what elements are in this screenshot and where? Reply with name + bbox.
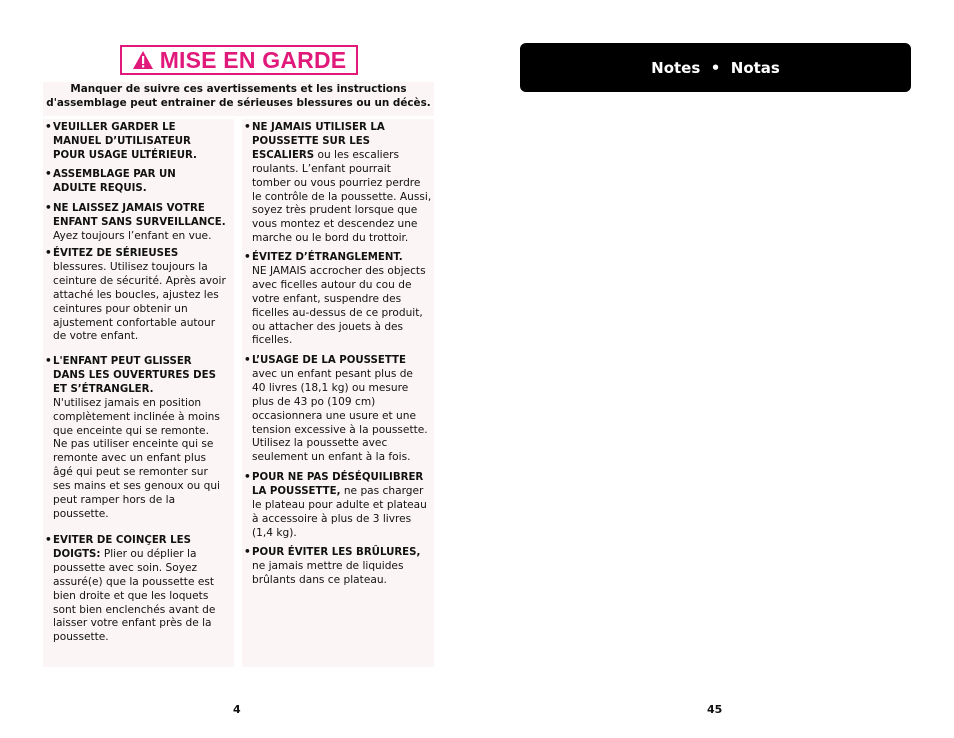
warning-item-bold: VEUILLER GARDER LE MANUEL D’UTILISATEUR POUR USAGE ULTÉRIEUR. — [53, 122, 197, 161]
warning-item-bold: L’USAGE DE LA POUSSETTE — [252, 355, 406, 366]
warning-item-text: ne pas charger le plateau pour adulte et plateau à accessoire à plus de 3 livres (1,4 kg). — [252, 484, 427, 539]
notes-header — [520, 43, 911, 92]
page-number-right: 45 — [707, 703, 723, 716]
warning-triangle-icon — [132, 50, 154, 70]
warning-item — [242, 251, 434, 348]
warning-item-bold: L'ENFANT PEUT GLISSER DANS LES OUVERTURES DES ET S’ÉTRANGLER. — [53, 356, 216, 395]
bullet: • — [45, 247, 52, 259]
bullet: • — [244, 546, 251, 558]
warning-banner — [120, 45, 358, 75]
bullet: • — [45, 202, 52, 214]
bullet: • — [45, 534, 52, 546]
warning-item — [43, 355, 234, 522]
warning-item — [43, 121, 234, 163]
warning-intro-line-2: d'assemblage peut entrainer de sérieuses blessures ou un décès. — [46, 97, 431, 109]
warning-item-text: NE JAMAIS accrocher des objects avec ficelles autour du cou de votre enfant, suspendre des ficelles au-dessus de ce produit, ou attacher des jouets à des ficelles. — [252, 264, 426, 347]
warning-item-bold: ÉVITEZ DE SÉRIEUSES — [53, 248, 179, 259]
warning-item-bold: POUR ÉVITER LES BRÛLURES, — [252, 547, 421, 558]
bullet: • — [244, 471, 251, 483]
warning-item-text: blessures. Utilisez toujours la ceinture de sécurité. Après avoir attaché les boucles, ajustez les ceintures pour obtenir un ajustement confortable autour de votre enfant. — [53, 260, 226, 343]
warning-item — [242, 546, 434, 588]
warning-item — [43, 247, 234, 344]
warning-item-text: N'utilisez jamais en position complètement inclinée à moins que enceinte qui se remonte. Ne pas utiliser enceinte qui se remonte avec un enfant plus âgé qui peut se remonter sur ses mains et ses genoux ou qui peut ramper hors de la poussette. — [53, 396, 220, 520]
warning-item-bold: NE JAMAIS UTILISER LA POUSSETTE SUR LES ESCALIERS — [252, 122, 385, 161]
warning-item — [242, 121, 434, 246]
warning-item-bold: POUR NE PAS DÉSÉQUILIBRER LA POUSSETTE, — [252, 472, 424, 497]
warning-item-bold: ÉVITEZ D’ÉTRANGLEMENT. — [252, 252, 403, 263]
warning-item — [43, 534, 234, 645]
warnings-right-column — [242, 119, 434, 667]
bullet: • — [244, 121, 251, 133]
warning-item — [242, 471, 434, 541]
warning-item-text: ou les escaliers roulants. L’enfant pourrait tomber ou vous pourriez perdre le contrôle de la poussette. Aussi, soyez très prudent lorsque que vous montez et descendez une marche ou le bord du trottoir. — [252, 148, 432, 245]
bullet: • — [244, 251, 251, 263]
warning-item-text: ne jamais mettre de liquides brûlants dans ce plateau. — [252, 559, 404, 586]
warning-item-bold: EVITER DE COINÇER LES DOIGTS: — [53, 535, 191, 560]
bullet: • — [45, 168, 52, 180]
warning-intro — [43, 82, 434, 116]
page-number-left: 4 — [233, 703, 241, 716]
bullet: • — [45, 355, 52, 367]
bullet: • — [244, 354, 251, 366]
warnings-left-column — [43, 119, 234, 667]
warning-item-text: Ayez toujours l’enfant en vue. — [53, 229, 212, 242]
warning-item-bold: NE LAISSEZ JAMAIS VOTRE ENFANT SANS SURVEILLANCE. — [53, 203, 226, 228]
warning-item-bold: ASSEMBLAGE PAR UN ADULTE REQUIS. — [53, 169, 176, 194]
warning-item — [43, 168, 234, 196]
bullet: • — [45, 121, 52, 133]
warning-item — [43, 202, 234, 244]
warning-item-text: avec un enfant pesant plus de 40 livres (18,1 kg) ou mesure plus de 43 po (109 cm) occasionnera une usure et une tension excessive à la poussette. Utilisez la poussette avec seulement un enfant à la fois. — [252, 367, 428, 464]
warning-intro-line-1: Manquer de suivre ces avertissements et les instructions — [70, 83, 407, 95]
warning-title: MISE EN GARDE — [159, 46, 347, 73]
warning-item — [242, 354, 434, 465]
warning-item-text: Plier ou déplier la poussette avec soin. Soyez assuré(e) que la poussette est bien droite et que les loquets sont bien enclenchés avant de laisser votre enfant près de la poussette. — [53, 547, 216, 644]
notes-title: Notes • Notas — [651, 58, 780, 77]
